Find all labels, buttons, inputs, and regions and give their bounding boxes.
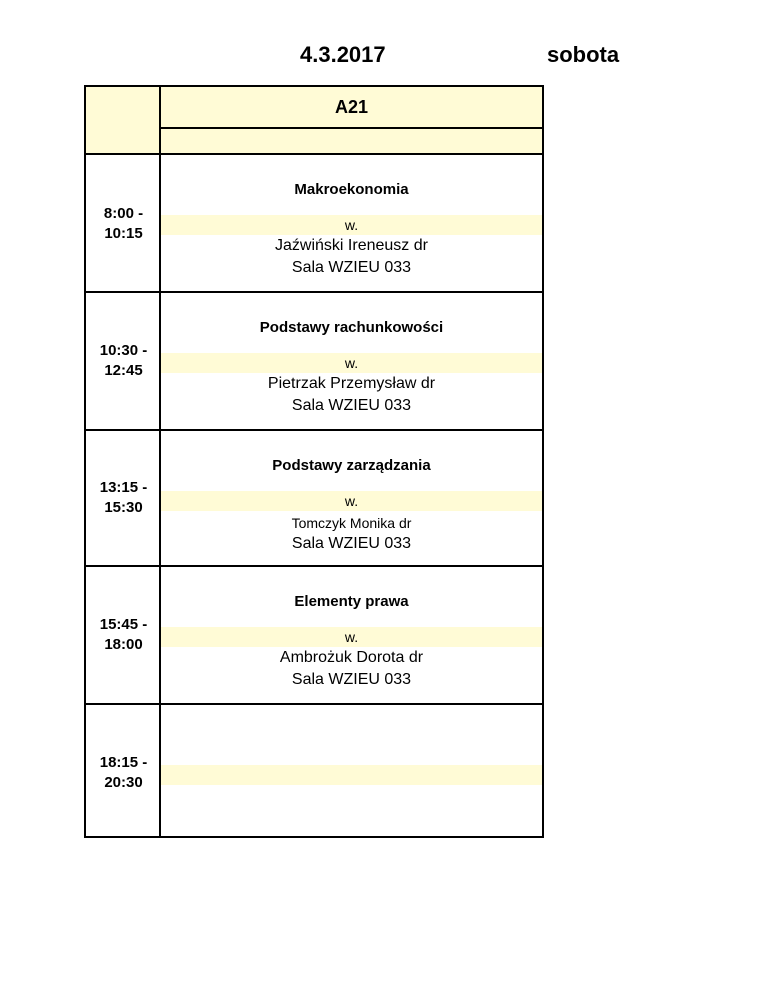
slot-time-start: 15:45 - [99,616,148,633]
slot-time-start: 8:00 - [103,205,144,222]
slot-time [86,615,161,655]
slot-cell [161,567,542,705]
slot-time-start: 18:15 - [99,754,148,771]
slot-type [161,765,542,785]
slot-room: Sala WZIEU 033 [291,259,412,276]
slot-type: w. [161,627,542,647]
schedule-date: 4.3.2017 [300,42,386,67]
slot-subject: Makroekonomia [294,181,409,198]
slot-type: w. [161,491,542,511]
schedule-table [84,85,544,838]
slot-teacher: Tomczyk Monika dr [291,515,412,531]
slot-time [86,478,161,518]
room-subheader [161,129,542,155]
slot-subject: Podstawy zarządzania [272,457,431,474]
slot-time-end: 20:30 [104,774,143,791]
slot-time-start: 13:15 - [99,479,148,496]
slot-room: Sala WZIEU 033 [291,671,412,688]
slot-cell [161,431,542,567]
slot-room: Sala WZIEU 033 [291,535,412,552]
slot-type: w. [161,353,542,373]
room-header: A21 [161,87,542,129]
slot-time-end: 10:15 [104,225,143,242]
slot-subject: Elementy prawa [294,593,409,610]
slot-time-start: 10:30 - [99,342,148,359]
slot-cell [161,705,542,836]
slot-time [86,753,161,793]
slot-room: Sala WZIEU 033 [291,397,412,414]
slot-teacher: Jaźwiński Ireneusz dr [275,237,428,254]
time-header-cell [86,87,159,155]
slot-time-end: 18:00 [104,636,143,653]
slot-cell [161,155,542,293]
slot-time [86,204,161,244]
slot-time-end: 15:30 [104,499,143,516]
slot-time [86,341,161,381]
schedule-day: sobota [547,42,620,67]
slot-subject: Podstawy rachunkowości [259,319,444,336]
slot-cell [161,293,542,431]
slot-teacher: Pietrzak Przemysław dr [267,375,436,392]
slot-type: w. [161,215,542,235]
slot-teacher: Ambrożuk Dorota dr [279,649,424,666]
slot-time-end: 12:45 [104,362,143,379]
